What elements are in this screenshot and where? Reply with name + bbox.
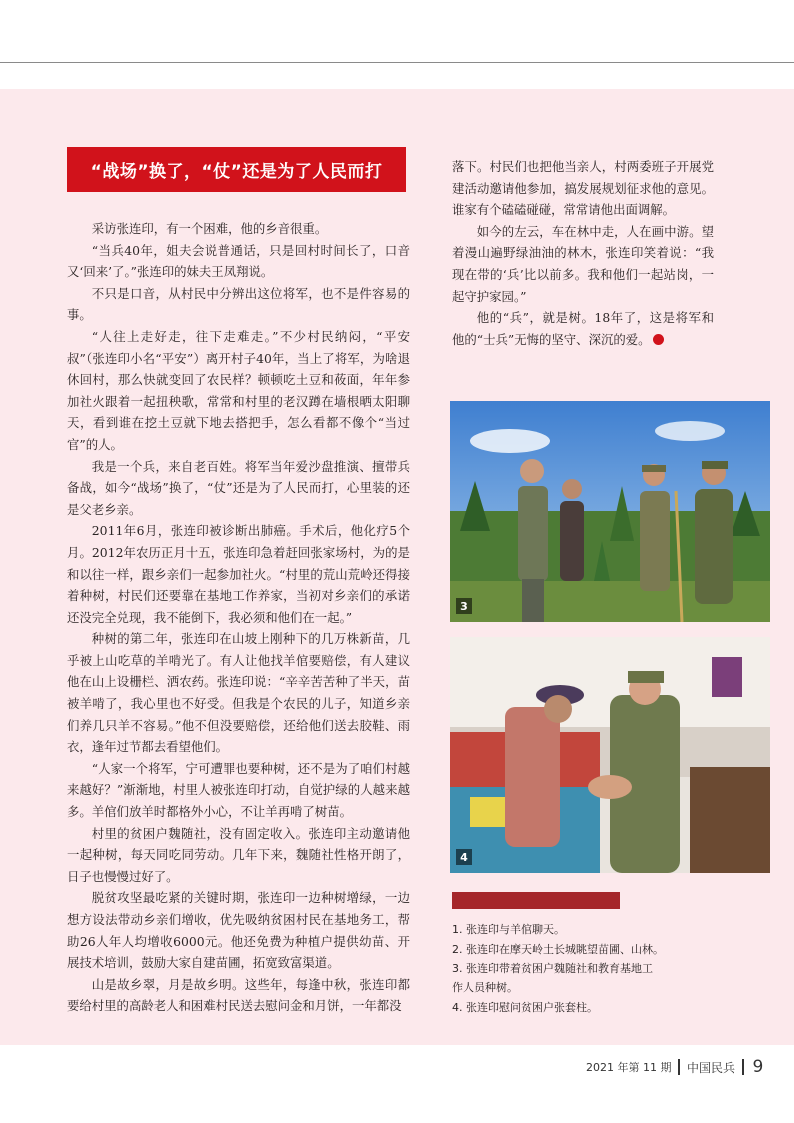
article-column-left: [67, 218, 410, 1017]
issue-label: 2021 年第 11 期: [586, 1061, 672, 1074]
paragraph: 采访张连印，有一个困难，他的乡音很重。: [91, 221, 328, 236]
paragraph: 山是故乡翠，月是故乡明。这些年，每逢中秋，张连印都要给村里的高龄老人和困难村民送去慰问金和月饼，一年都没: [67, 976, 410, 1014]
paragraph-final-text: 他的“兵”，就是树。18年了，这是将军和他的“士兵”无悔的坚守、深沉的爱。: [452, 310, 714, 347]
article-column-right: [452, 156, 714, 350]
caption-2: 2. 张连印在摩天岭土长城眺望苗圃、山林。: [452, 943, 664, 956]
page-footer: [586, 1056, 763, 1078]
paragraph: “人家一个将军，宁可遭罪也要种树，还不是为了咱们村越来越好？”渐渐地，村里人被张连印打动，自觉护绿的人越来越多。羊倌们放羊时都格外小心，不让羊再啃了树苗。: [67, 760, 410, 820]
paragraph: 落下。村民们也把他当亲人，村两委班子开展党建活动邀请他参加，搞发展规划征求他的意见。谁家有个磕磕碰碰，常常请他出面调解。: [452, 159, 714, 218]
paragraph: “人往上走好走，往下走难走。”不少村民纳闷，“平安叔”（张连印小名“平安”）离开村子40年，当上了将军，为啥退休回村，那么快就变回了农民样？顿顿吃土豆和莜面，年年参加社火跟着一起扭秧歌，常常和村里的老汉蹲在墙根晒太阳聊天，看到谁在挖土豆就下地去搭把手，怎么看都不像个“当过官”的人。: [67, 328, 410, 452]
page-number: 9: [752, 1057, 764, 1077]
caption-3-continued: 作人员种树。: [452, 981, 518, 994]
magazine-name: 中国民兵: [686, 1060, 735, 1075]
footer-divider: [678, 1059, 680, 1075]
photo-tree-planting: [450, 401, 770, 622]
photo-visit-image: [450, 637, 770, 873]
caption-header-bar: [452, 892, 620, 909]
paragraph: 村里的贫困户魏随社，没有固定收入。张连印主动邀请他一起种树，每天同吃同劳动。几年下来，魏随社性格开朗了，日子也慢慢过好了。: [67, 825, 410, 884]
paragraph: 2011年6月，张连印被诊断出肺癌。手术后，他化疗5个月。2012年农历正月十五，张连印急着赶回张家场村，为的是和以往一样，跟乡亲们一起参加社火。“村里的荒山荒岭还得接着种树，村民们还要靠在基地工作养家，当初对乡亲们的承诺还没完全兑现，我不能倒下，我必须和他们在一起。”: [67, 523, 410, 625]
footer-divider: [742, 1059, 744, 1075]
photo-tree-planting-image: [450, 401, 770, 622]
paragraph: 如今的左云，车在林中走，人在画中游。望着漫山遍野绿油油的林木，张连印笑着说：“我现在带的‘兵’比以前多。我和他们一起站岗，一起守护家园。”: [452, 223, 714, 304]
paragraph: 不只是口音，从村民中分辨出这位将军，也不是件容易的事。: [67, 285, 410, 323]
photo-captions: [452, 920, 702, 1018]
header-rule: [0, 62, 794, 63]
end-mark-icon: [653, 334, 664, 345]
paragraph: 脱贫攻坚最吃紧的关键时期，张连印一边种树增绿，一边想方设法带动乡亲们增收，优先吸纳贫困村民在基地务工，帮助26人年人均增收6000元。他还免费为种植户提供幼苗、开展技术培训，鼓励大家自建苗圃，拓宽致富渠道。: [67, 890, 410, 971]
photo-number-badge: 4: [456, 849, 472, 865]
photo-number-badge: 3: [456, 598, 472, 614]
caption-1: 1. 张连印与羊倌聊天。: [452, 923, 565, 936]
paragraph-final: [452, 307, 714, 350]
paragraph: “当兵40年，姐夫会说普通话，只是回村时间长了，口音又‘回来’了。”张连印的妹夫王凤翔说。: [67, 242, 410, 280]
caption-3: 3. 张连印带着贫困户魏随社和教育基地工: [452, 962, 653, 975]
section-headline: “战场”换了，“仗”还是为了人民而打: [67, 147, 406, 192]
photo-visit-poor-household: [450, 637, 770, 873]
paragraph: 种树的第二年，张连印在山坡上刚种下的几万株新苗，几乎被上山吃草的羊啃光了。有人让他找羊倌要赔偿，有人建议他在山上设栅栏、洒农药。张连印说：“辛辛苦苦种了半天，苗被羊啃了，我心里也不好受。但我是个农民的儿子，知道乡亲们养几只羊不容易。”他不但没要赔偿，还给他们送去胶鞋、雨衣，逢年过节都去看望他们。: [67, 631, 410, 755]
caption-4: 4. 张连印慰问贫困户张套柱。: [452, 1001, 598, 1014]
paragraph: 我是一个兵，来自老百姓。将军当年爱沙盘推演、擅带兵备战，如今“战场”换了，“仗”还是为了人民而打，心里装的还是父老乡亲。: [67, 458, 410, 517]
